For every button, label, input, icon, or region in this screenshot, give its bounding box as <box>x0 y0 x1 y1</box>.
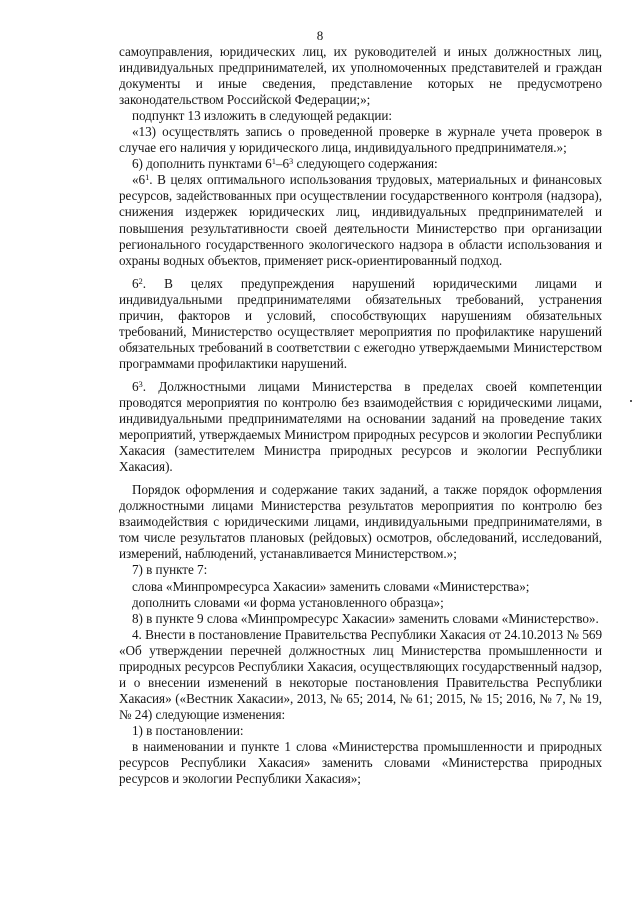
paragraph: 1) в постановлении: <box>132 722 244 738</box>
superscript: 2 <box>138 275 143 286</box>
paragraph: 7) в пункте 7: <box>132 562 208 578</box>
paragraph: подпункт 13 изложить в следующей редакции: <box>132 108 392 124</box>
paragraph <box>119 379 602 475</box>
superscript: 1 <box>271 156 276 167</box>
paragraph: слова «Минпромресурса Хакасии» заменить словами «Министерства»; <box>132 578 530 594</box>
paragraph: 8) в пункте 9 слова «Минпромресурс Хакасии» заменить словами «Министерство». <box>132 610 599 626</box>
paragraph <box>119 172 602 268</box>
paragraph-text: 6 <box>132 275 139 291</box>
paragraph: самоуправления, юридических лиц, их руководителей и иных должностных лиц, индивидуальных предпринимателей, их уполномоченных представителей и граждан документы и иные сведения, представление которых не предусмотрено законодательством Российской Федерации;»; <box>119 44 602 108</box>
paragraph <box>119 156 602 172</box>
paragraph-text: «6 <box>132 172 146 188</box>
paragraph: «13) осуществлять запись о проведенной проверке в журнале учета проверок в случае его наличия у юридического лица, индивидуального предпринимателя.»; <box>119 124 602 156</box>
paragraph: дополнить словами «и форма установленного образца»; <box>132 594 444 610</box>
paragraph: в наименовании и пункте 1 слова «Министерства промышленности и природных ресурсов Республики Хакасия» заменить словами «Министерства природных ресурсов и экологии Республики Хакасия»; <box>119 738 602 787</box>
paragraph-text: . В целях оптимального использования трудовых, материальных и финансовых ресурсов, задействованных при осуществлении государственного контроля (надзора), снижения издержек юридических лиц, индивидуальных предпринимателей и повышения результативности своей деятельности Министерство при организации регионального государственного экологического надзора в области использования и охраны водных объектов, применяет риск-ориентированный подход. <box>119 172 602 268</box>
paragraph-text: . В целях предупреждения нарушений юридическими лицами и индивидуальными предпринимателями обязательных требований, устранения причин, факторов и условий, способствующих нарушениям обязательных требований, Министерство осуществляет мероприятия по профилактике нарушений обязательных требований в соответствии с ежегодно утверждаемыми Министерством программами профилактики нарушений. <box>119 275 602 371</box>
scan-mark <box>630 400 632 402</box>
document-body <box>119 44 602 787</box>
paragraph-text: 6) дополнить пунктами 6 <box>132 156 272 172</box>
paragraph <box>119 276 602 372</box>
paragraph-text: . Должностными лицами Министерства в пределах своей компетенции проводятся мероприятия по контролю без взаимодействия с юридическими лицами, индивидуальными предпринимателями на основании заданий на проведение таких мероприятий, утверждаемых Министром природных ресурсов и экологии Республики Хакасия (заместителем Министра природных ресурсов и экологии Республики Хакасия). <box>119 378 602 475</box>
paragraph: 4. Внести в постановление Правительства Республики Хакасия от 24.10.2013 № 569 «Об утверждении перечней должностных лиц Министерства промышленности и природных ресурсов Республики Хакасия, осуществляющих государственный надзор, и о внесении изменений в некоторые постановления Правительства Республики Хакасия» («Вестник Хакасии», 2013, № 65; 2014, № 61; 2015, № 15; 2016, № 7, № 19, № 24) следующие изменения: <box>119 626 602 722</box>
paragraph-text: –6 <box>275 156 289 172</box>
paragraph-text: следующего содержания: <box>293 156 438 172</box>
superscript: 3 <box>289 156 294 167</box>
paragraph: Порядок оформления и содержание таких заданий, а также порядок оформления должностными лицами Министерства результатов мероприятия по контролю без взаимодействия с юридическими лицами, индивидуальными предпринимателями, в том числе результатов плановых (рейдовых) осмотров, обследований, исследований, измерений, наблюдений, устанавливается Министерством.»; <box>119 482 602 562</box>
paragraph-text: 6 <box>132 378 139 394</box>
superscript: 1 <box>145 172 150 183</box>
superscript: 3 <box>138 378 143 389</box>
page-number: 8 <box>316 28 324 43</box>
